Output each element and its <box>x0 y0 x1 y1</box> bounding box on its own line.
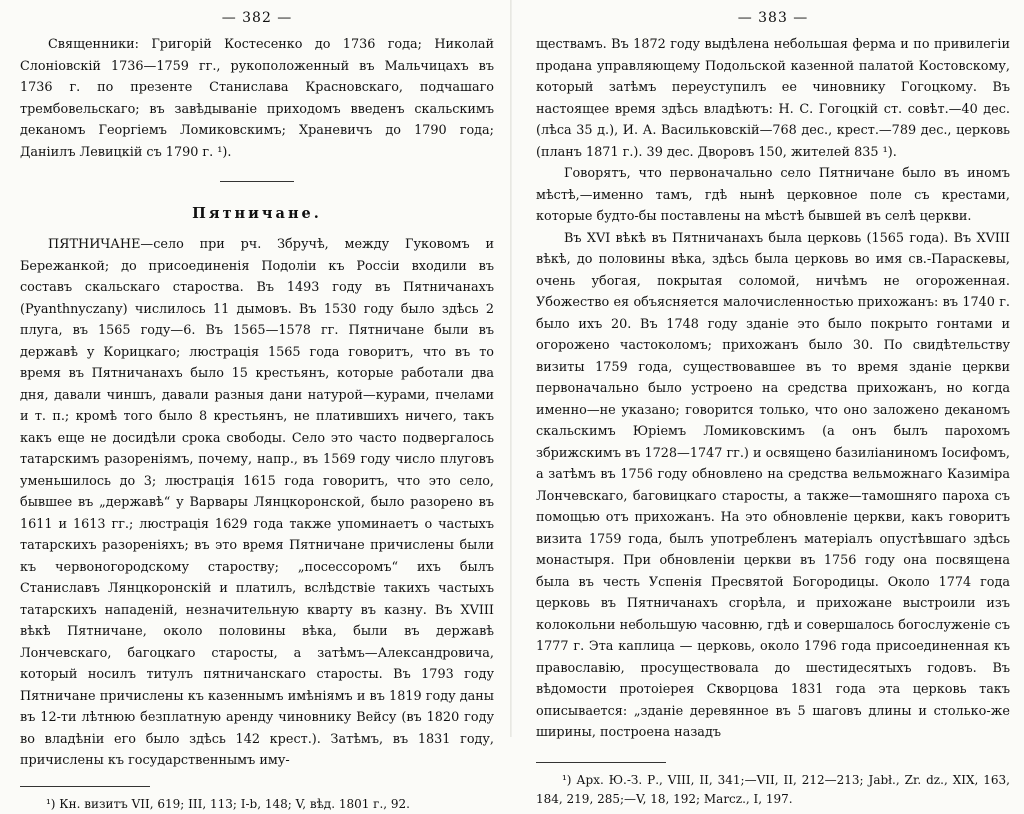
right-page-number: — 383 — <box>737 10 809 26</box>
priests-paragraph: Священники: Григорій Костесенко до 1736 года; Николай Слоніовскій 1736—1759 гг., рукоположенный въ Мальчицахъ въ 1736 г. по презенте Станислава Красновскаго, подчашаго трембовельскаго; въ завѣдываніе приходомъ введенъ скальскимъ деканомъ Георгіемъ Ломиковскимъ; Хранeвичъ до 1790 года; Даніилъ Левицкій съ 1790 г. ¹). <box>20 37 494 160</box>
left-footnote: ¹) Кн. визитъ VII, 619; III, 113; I-b, 148; V, вѣд. 1801 г., 92. <box>46 796 410 811</box>
footnote-rule <box>536 762 666 763</box>
village-history-paragraph: ПЯТНИЧАНЕ—село при рч. Збручѣ, между Гуковомъ и Бережанкой; до присоединенія Подоліи къ Россіи входили въ составъ скальскаго староства. Въ 1493 году въ Пятничанахъ (Pyanthnyczany) числилось 11 дымовъ. Въ 1530 году было здѣсь 2 плуга, въ 1565 году—6. Въ 1565—1578 гг. Пятничане были въ державѣ у Корицкаго; люстрація 1565 года говоритъ, что въ то время въ Пятничанахъ было 15 крестьянъ, которые работали два дня, давали чиншъ, давали разныя дани натурой—курами, пчелами и т. п.; кромѣ того было 8 крестьянъ, не платившихъ ничего, такъ какъ еще не досидѣли срока свободы. Село это часто подвергалось татарскимъ разореніямъ, почему, напр., въ 1569 году число плуговъ уменьшилось до 3; люстрація 1615 года говоритъ, что это село, бывшее въ „державѣ“ у Варвары Лянцкоронской, было разорено въ 1611 и 1613 гг.; люстрація 1629 года также упоминаетъ о частыхъ татарскихъ разореніяхъ; въ это время Пятничане причислены были къ червоногородскому староству; „посессоромъ“ ихъ былъ Станиславъ Лянцкоронскій и платилъ, вслѣдствіе такихъ частыхъ татарскихъ нападеній, незначительную кварту въ казну. Въ XVIII вѣкѣ Пятничане, около половины вѣка, были въ державѣ Лончевскаго, багоцкаго старосты, а затѣмъ—Александровича, который носилъ титулъ пятничанскаго старосты. Въ 1793 году Пятничане причислены къ казеннымъ имѣніямъ и въ 1819 году даны въ 12-ти лѣтнюю безплатную аренду чиновнику Вейсу (въ 1820 году во владѣніи его было здѣсь 142 крест.). Затѣмъ, въ 1831 году, причислены къ государственнымъ иму- <box>20 237 494 768</box>
footnote-rule <box>20 786 150 787</box>
right-footnote: ¹) Арх. Ю.-З. Р., VIII, II, 341;—VII, II, 212—213; Jabł., Zr. dz., XIX, 163, 184, 219, 285;—V, 18, 192; Marcz., I, 197. <box>536 772 1010 806</box>
section-divider <box>220 181 294 182</box>
left-page <box>0 0 512 811</box>
section-heading: Пятничане. <box>192 205 322 222</box>
continuation-paragraph: ществамъ. Въ 1872 году выдѣлена небольшая ферма и по привилегіи продана управляющему Подольской казенной палатой Костовскому, который затѣмъ переуступилъ ее чиновнику Гогоцкому. Въ настоящее время здѣсь владѣютъ: Н. С. Гогоцкій ст. совѣт.—40 дес. (лѣса 35 д.), И. А. Васильковскій—768 дес., крест.—789 дес., церковь (планъ 1871 г.). 39 дес. Дворовъ 150, жителей 835 ¹). <box>536 37 1010 160</box>
origin-paragraph: Говорятъ, что первоначально село Пятничане было въ иномъ мѣстѣ,—именно тамъ, гдѣ нынѣ церковное поле съ крестами, которые будто-бы поставлены на мѣстѣ бывшей въ селѣ церкви. <box>536 166 1010 224</box>
left-page-number: — 382 — <box>221 10 293 26</box>
right-page <box>512 0 1024 806</box>
church-history-paragraph: Въ XVI вѣкѣ въ Пятничанахъ была церковь (1565 года). Въ XVIII вѣкѣ, до половины вѣка, здѣсь была церковь во имя св.-Параскевы, очень убогая, покрытая соломой, ничѣмъ не огороженная. Убожество ея объясняется малочисленностью прихожанъ: въ 1740 г. было ихъ 20. Въ 1748 году зданіе это было покрыто гонтами и огорожено частоколомъ; прихожанъ было 30. По свидѣтельству визиты 1759 года, существовавшее въ то время зданіе церкви первоначально было устроено на средства прихожанъ, но когда именно—не указано; говорится только, что оно заложено деканомъ скальскимъ Юріемъ Ломиковскимъ (а онъ былъ парохомъ збрижскимъ въ 1728—1747 гг.) и освящено базиліаниномъ Іосифомъ, а затѣмъ въ 1756 году обновлено на средства вельможнаго Казиміра Лончевскаго, баговицкаго старосты, а также—тамошняго пароха съ помощью отъ прихожанъ. На это обновленіе церкви, какъ говоритъ визита 1759 года, былъ употребленъ матеріалъ опустѣвшаго здѣсь монастыря. При обновленіи церкви въ 1756 году она посвящена была въ честь Успенія Пресвятой Богородицы. Около 1774 года церковь въ Пятничанахъ сгорѣла, и прихожане выстроили изъ колокольни небольшую часовню, гдѣ и совершалось богослуженіе съ 1777 г. Эта каплица — церковь, около 1796 года присоединенная къ православію, просуществовала до шестидесятыхъ годовъ. Въ вѣдомости протоіерея Скворцова 1831 года эта церковь такъ описывается: „зданіе деревянное въ 5 шаговъ длины и столько-же ширины, построена назадъ <box>536 230 1010 740</box>
